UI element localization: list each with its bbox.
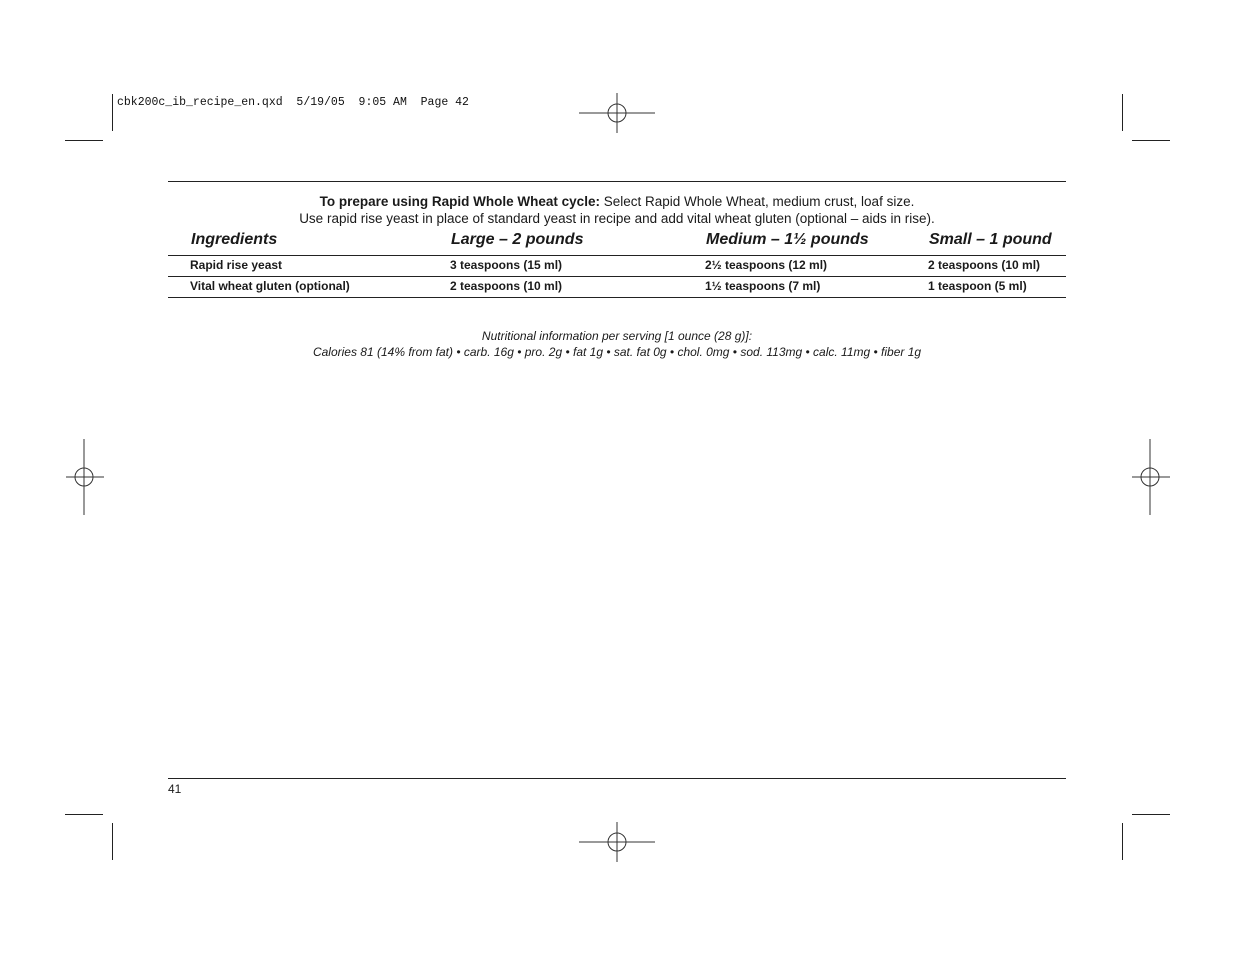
intro-bold: To prepare using Rapid Whole Wheat cycle: xyxy=(319,194,600,209)
table-rule xyxy=(168,297,1066,298)
row2-medium: 1½ teaspoons (7 ml) xyxy=(705,279,821,293)
registration-mark-bottom xyxy=(579,804,655,880)
table-rule xyxy=(168,255,1066,256)
page-number: 41 xyxy=(168,782,182,796)
registration-mark-top xyxy=(579,75,655,151)
row1-medium: 2½ teaspoons (12 ml) xyxy=(705,258,828,272)
intro-line2: Use rapid rise yeast in place of standard yeast in recipe and add vital wheat gluten (optional – aids in rise). xyxy=(299,211,935,226)
header-medium: Medium – 1½ pounds xyxy=(706,231,869,248)
row2-ingredient: Vital wheat gluten (optional) xyxy=(190,279,350,293)
printer-slug: cbk200c_ib_recipe_en.qxd 5/19/05 9:05 AM Page 42 xyxy=(117,96,469,109)
row1-small: 2 teaspoons (10 ml) xyxy=(928,258,1041,272)
row2-small: 1 teaspoon (5 ml) xyxy=(928,279,1027,293)
registration-mark-left xyxy=(66,439,142,515)
nutrition-info xyxy=(168,328,1066,360)
nutrition-line2: Calories 81 (14% from fat) • carb. 16g • pro. 2g • fat 1g • sat. fat 0g • chol. 0mg • sod. 113mg • calc. 11mg • fiber 1g xyxy=(312,345,922,359)
intro-text xyxy=(168,193,1066,227)
table-rule xyxy=(168,276,1066,277)
registration-mark-right xyxy=(1132,439,1208,515)
nutrition-line1: Nutritional information per serving [1 ounce (28 g)]: xyxy=(481,329,753,343)
header-small: Small – 1 pound xyxy=(929,231,1052,248)
header-ingredients: Ingredients xyxy=(191,231,278,248)
row1-ingredient: Rapid rise yeast xyxy=(190,258,283,272)
top-rule xyxy=(168,181,1066,182)
footer-rule xyxy=(168,778,1066,779)
row1-large: 3 teaspoons (15 ml) xyxy=(450,258,563,272)
intro-line1: Select Rapid Whole Wheat, medium crust, loaf size. xyxy=(599,194,915,209)
header-large: Large – 2 pounds xyxy=(451,231,584,248)
row2-large: 2 teaspoons (10 ml) xyxy=(450,279,563,293)
